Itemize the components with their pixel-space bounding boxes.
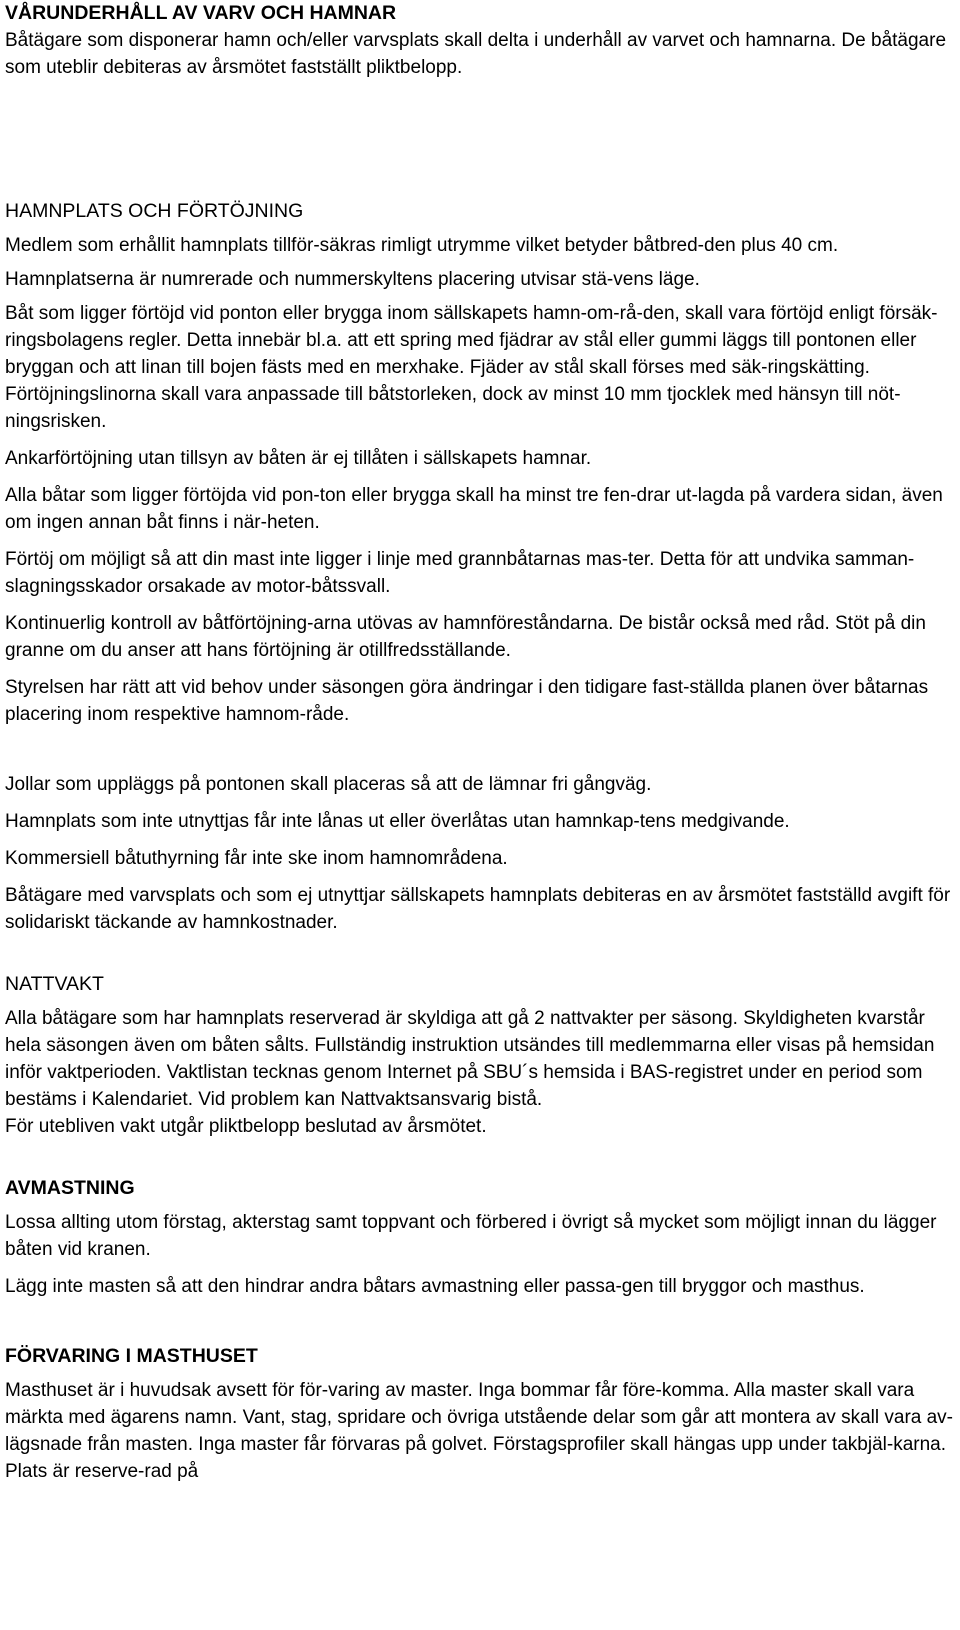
section-heading: FÖRVARING I MASTHUSET xyxy=(5,1345,258,1367)
paragraph: Kontinuerlig kontroll av båtförtöjning-arna utövas av hamnföreståndarna. De bistår också med råd. Stöt på din granne om du anser att hans förtöjning är otillfredsställande. xyxy=(5,613,926,661)
paragraph: Ankarförtöjning utan tillsyn av båten är ej tillåten i sällskapets hamnar. xyxy=(5,448,592,469)
section-forvaring xyxy=(5,1343,955,1485)
section-heading: VÅRUNDERHÅLL AV VARV OCH HAMNAR xyxy=(5,2,397,24)
paragraph: Alla båtägare som har hamnplats reserverad är skyldiga att gå 2 nattvakter per säsong. Skyldigheten kvarstår hela säsongen även om båten sålts. Fullständig instruktion utsändes till medlemmarna eller visas på hemsidan inför vaktperioden. Vaktlistan tecknas genom Internet på SBU´s hemsida i BAS-registret under en period som bestäms i Kalendariet. Vid problem kan Nattvaktsansvarig bistå. xyxy=(5,1008,935,1110)
section-heading: HAMNPLATS OCH FÖRTÖJNING xyxy=(5,200,304,222)
paragraph: Medlem som erhållit hamnplats tillför-säkras rimligt utrymme vilket betyder båtbred-den plus 40 cm. xyxy=(5,235,839,256)
paragraph: För utebliven vakt utgår pliktbelopp beslutad av årsmötet. xyxy=(5,1116,487,1137)
section-avmastning xyxy=(5,1175,955,1300)
paragraph: Hamnplatserna är numrerade och nummerskyltens placering utvisar stä-vens läge. xyxy=(5,269,700,290)
paragraph: Styrelsen har rätt att vid behov under säsongen göra ändringar i den tidigare fast-ställda planen över båtarnas placering inom respektive hamnom-råde. xyxy=(5,677,929,725)
paragraph: Kommersiell båtuthyrning får inte ske inom hamnområdena. xyxy=(5,848,508,869)
paragraph: Alla båtar som ligger förtöjda vid pon-ton eller brygga skall ha minst tre fen-drar ut-lagda på vardera sidan, även om ingen annan båt finns i när-heten. xyxy=(5,485,943,533)
section-heading: NATTVAKT xyxy=(5,973,104,995)
document-page xyxy=(5,0,955,1485)
paragraph: Båtägare med varvsplats och som ej utnyttjar sällskapets hamnplats debiteras en av årsmötet fastställd avgift för solidariskt täckande av hamnkostnader. xyxy=(5,885,951,933)
paragraph: Lossa allting utom förstag, akterstag samt toppvant och förbered i övrigt så mycket som möjligt innan du lägger båten vid kranen. xyxy=(5,1212,937,1260)
section-nattvakt xyxy=(5,971,955,1140)
section-hamnplats xyxy=(5,198,955,936)
paragraph: Jollar som uppläggs på pontonen skall placeras så att de lämnar fri gångväg. xyxy=(5,774,652,795)
section-underhall xyxy=(5,0,955,81)
paragraph: Lägg inte masten så att den hindrar andra båtars avmastning eller passa-gen till bryggor och masthus. xyxy=(5,1276,865,1297)
paragraph: Hamnplats som inte utnyttjas får inte lånas ut eller överlåtas utan hamnkap-tens medgivande. xyxy=(5,811,790,832)
paragraph: Masthuset är i huvudsak avsett för för-varing av master. Inga bommar får före-komma. Alla master skall vara märkta med ägarens namn. Vant, stag, spridare och övriga utstående delar som går att montera av skall vara av-lägsnade från masten. Inga master får förvaras på golvet. Förstagsprofiler skall hängas upp under takbjäl-karna. Plats är reserve-rad på xyxy=(5,1380,954,1482)
paragraph: Båt som ligger förtöjd vid ponton eller brygga inom sällskapets hamn-om-rå-den, skall vara förtöjd enligt försäk-ringsbolagens regler. Detta innebär bl.a. att ett spring med fjädrar av stål eller gummi läggs till pontonen eller bryggan och att linan till bojen fästs med en merxhake. Fjäder av stål skall förses med säk-ringskätting. Förtöjningslinorna skall vara anpassade till båtstorleken, dock av minst 10 mm tjocklek med hänsyn till nöt-ningsrisken. xyxy=(5,303,938,432)
section-heading: AVMASTNING xyxy=(5,1177,135,1199)
paragraph: Båtägare som disponerar hamn och/eller varvsplats skall delta i underhåll av varvet och hamnarna. De båtägare som uteblir debiteras av årsmötet fastställt pliktbelopp. xyxy=(5,30,947,78)
paragraph: Förtöj om möjligt så att din mast inte ligger i linje med grannbåtarnas mas-ter. Detta för att undvika samman-slagningsskador orsakade av motor-båtssvall. xyxy=(5,549,915,597)
